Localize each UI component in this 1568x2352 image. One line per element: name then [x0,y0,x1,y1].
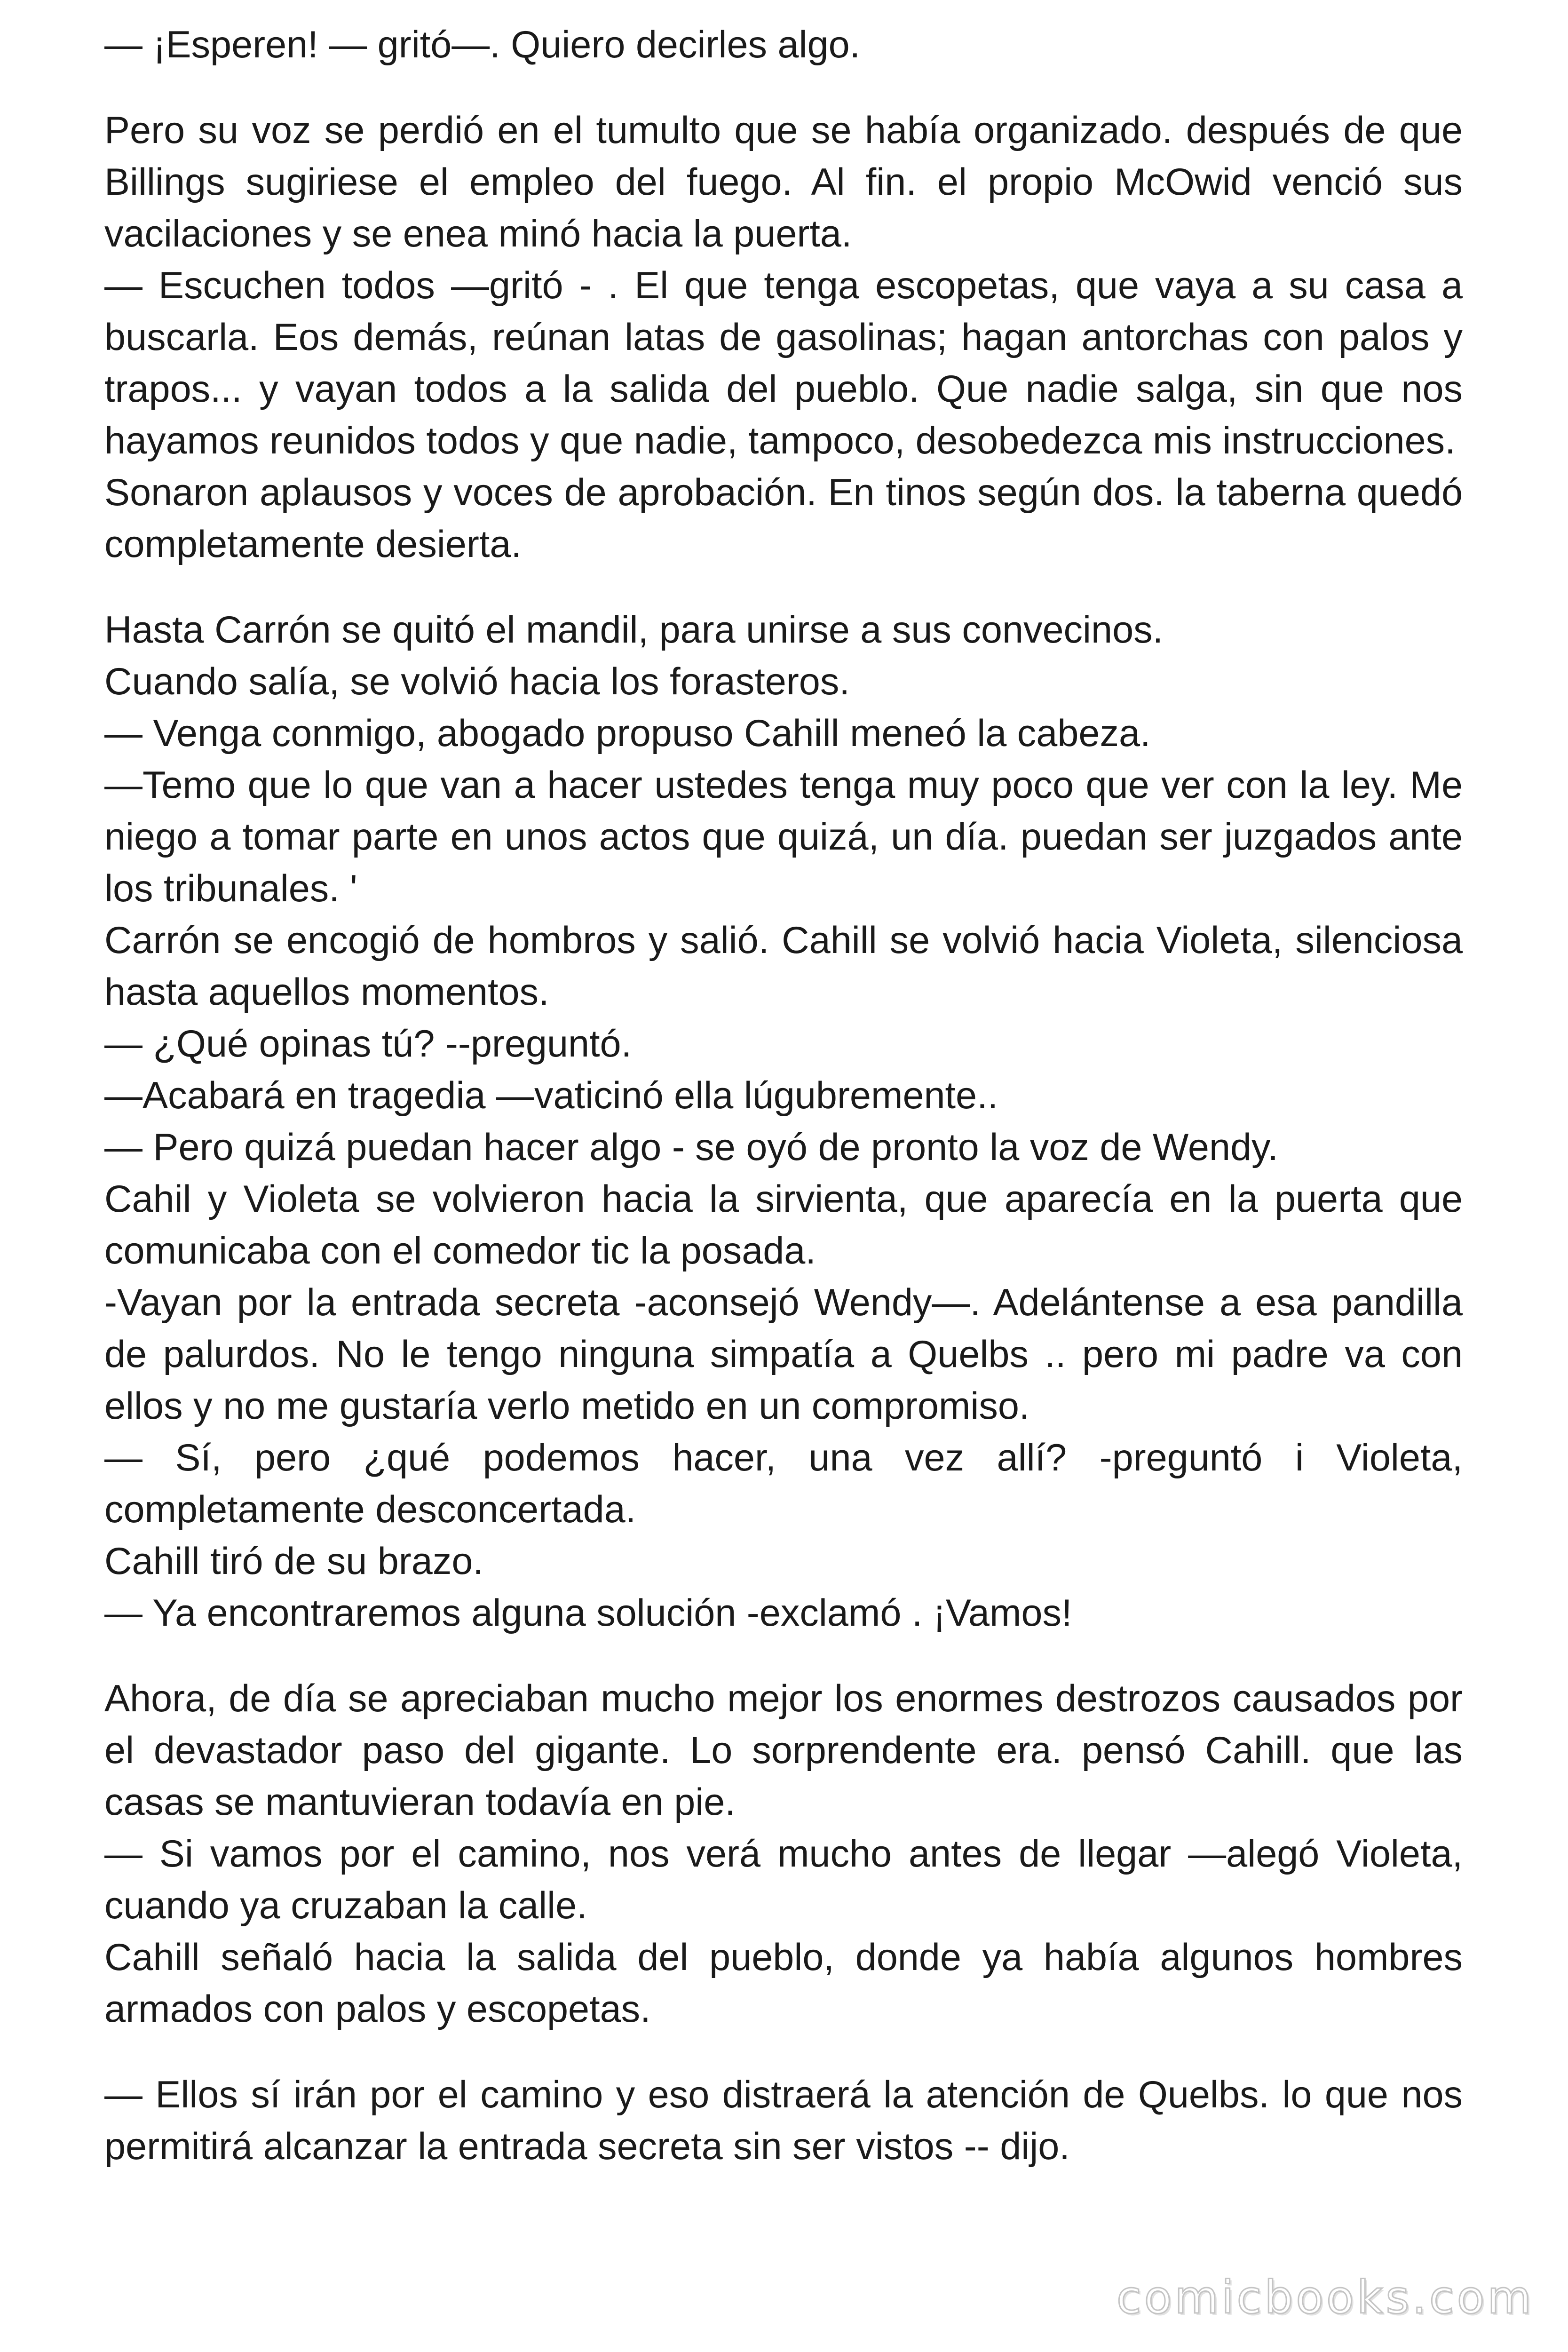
text-line: Cahill tiró de su brazo. [104,1540,483,1582]
document-page [104,19,1463,2206]
text-line: — Si vamos por el camino, nos verá mucho antes de llegar —alegó Violeta, cuando ya cruzaban la calle. [104,1833,1463,1927]
text-line: — Escuchen todos —gritó - . El que tenga escopetas, que vaya a su casa a buscarla. Eos demás, reúnan latas de gasolinas; hagan antorchas con palos y trapos... y vayan todos a la salida del pueblo. Que nadie salga, sin que nos hayamos reunidos todos y que nadie, tampoco, desobedezca mis instrucciones. [104,264,1463,462]
paragraph [104,104,1463,570]
text-line: Sonaron aplausos y voces de aprobación. En tinos según dos. la taberna quedó completamente desierta. [104,471,1463,565]
paragraph [104,2069,1463,2172]
text-line: — ¡Esperen! — gritó—. Quiero decirles algo. [104,24,861,66]
text-line: Cahil y Violeta se volvieron hacia la sirvienta, que aparecía en la puerta que comunicaba con el comedor tic la posada. [104,1178,1463,1272]
watermark-logo: comicbooks.com [1116,2271,1534,2324]
text-line: — Ya encontraremos alguna solución -exclamó . ¡Vamos! [104,1592,1072,1634]
text-line: — ¿Qué opinas tú? --preguntó. [104,1023,632,1065]
text-line: Pero su voz se perdió en el tumulto que se había organizado. después de que Billings sugiriese el empleo del fuego. Al fin. el propio McOwid venció sus vacilaciones y se enea minó hacia la puerta. [104,109,1463,255]
text-line: -Vayan por la entrada secreta -aconsejó Wendy—. Adelántense a esa pandilla de palurdos. No le tengo ninguna simpatía a Quelbs .. pero mi padre va con ellos y no me gustaría verlo metido en un compromiso. [104,1281,1463,1427]
text-line: — Ellos sí irán por el camino y eso distraerá la atención de Quelbs. lo que nos permitirá alcanzar la entrada secreta sin ser vistos -- dijo. [104,2074,1463,2168]
paragraph [104,1673,1463,2035]
text-line: —Acabará en tragedia —vaticinó ella lúgubremente.. [104,1074,998,1117]
paragraph [104,604,1463,1639]
text-line: Hasta Carrón se quitó el mandil, para unirse a sus convecinos. [104,609,1164,651]
text-line: —Temo que lo que van a hacer ustedes tenga muy poco que ver con la ley. Me niego a tomar parte en unos actos que quizá, un día. puedan ser juzgados ante los tribunales. ' [104,764,1463,910]
text-line: Carrón se encogió de hombros y salió. Cahill se volvió hacia Violeta, silenciosa hasta aquellos momentos. [104,919,1463,1013]
text-line: Cuando salía, se volvió hacia los forasteros. [104,660,850,703]
text-line: Ahora, de día se apreciaban mucho mejor los enormes destrozos causados por el devastador paso del gigante. Lo sorprendente era. pensó Cahill. que las casas se mantuvieran todavía en pie. [104,1677,1463,1823]
text-line: — Venga conmigo, abogado propuso Cahill meneó la cabeza. [104,712,1151,755]
text-line: Cahill señaló hacia la salida del pueblo, donde ya había algunos hombres armados con palos y escopetas. [104,1936,1463,2030]
text-line: — Pero quizá puedan hacer algo - se oyó de pronto la voz de Wendy. [104,1126,1279,1168]
text-line: — Sí, pero ¿qué podemos hacer, una vez allí? -preguntó i Violeta, completamente desconcertada. [104,1437,1463,1531]
paragraph [104,19,1463,71]
